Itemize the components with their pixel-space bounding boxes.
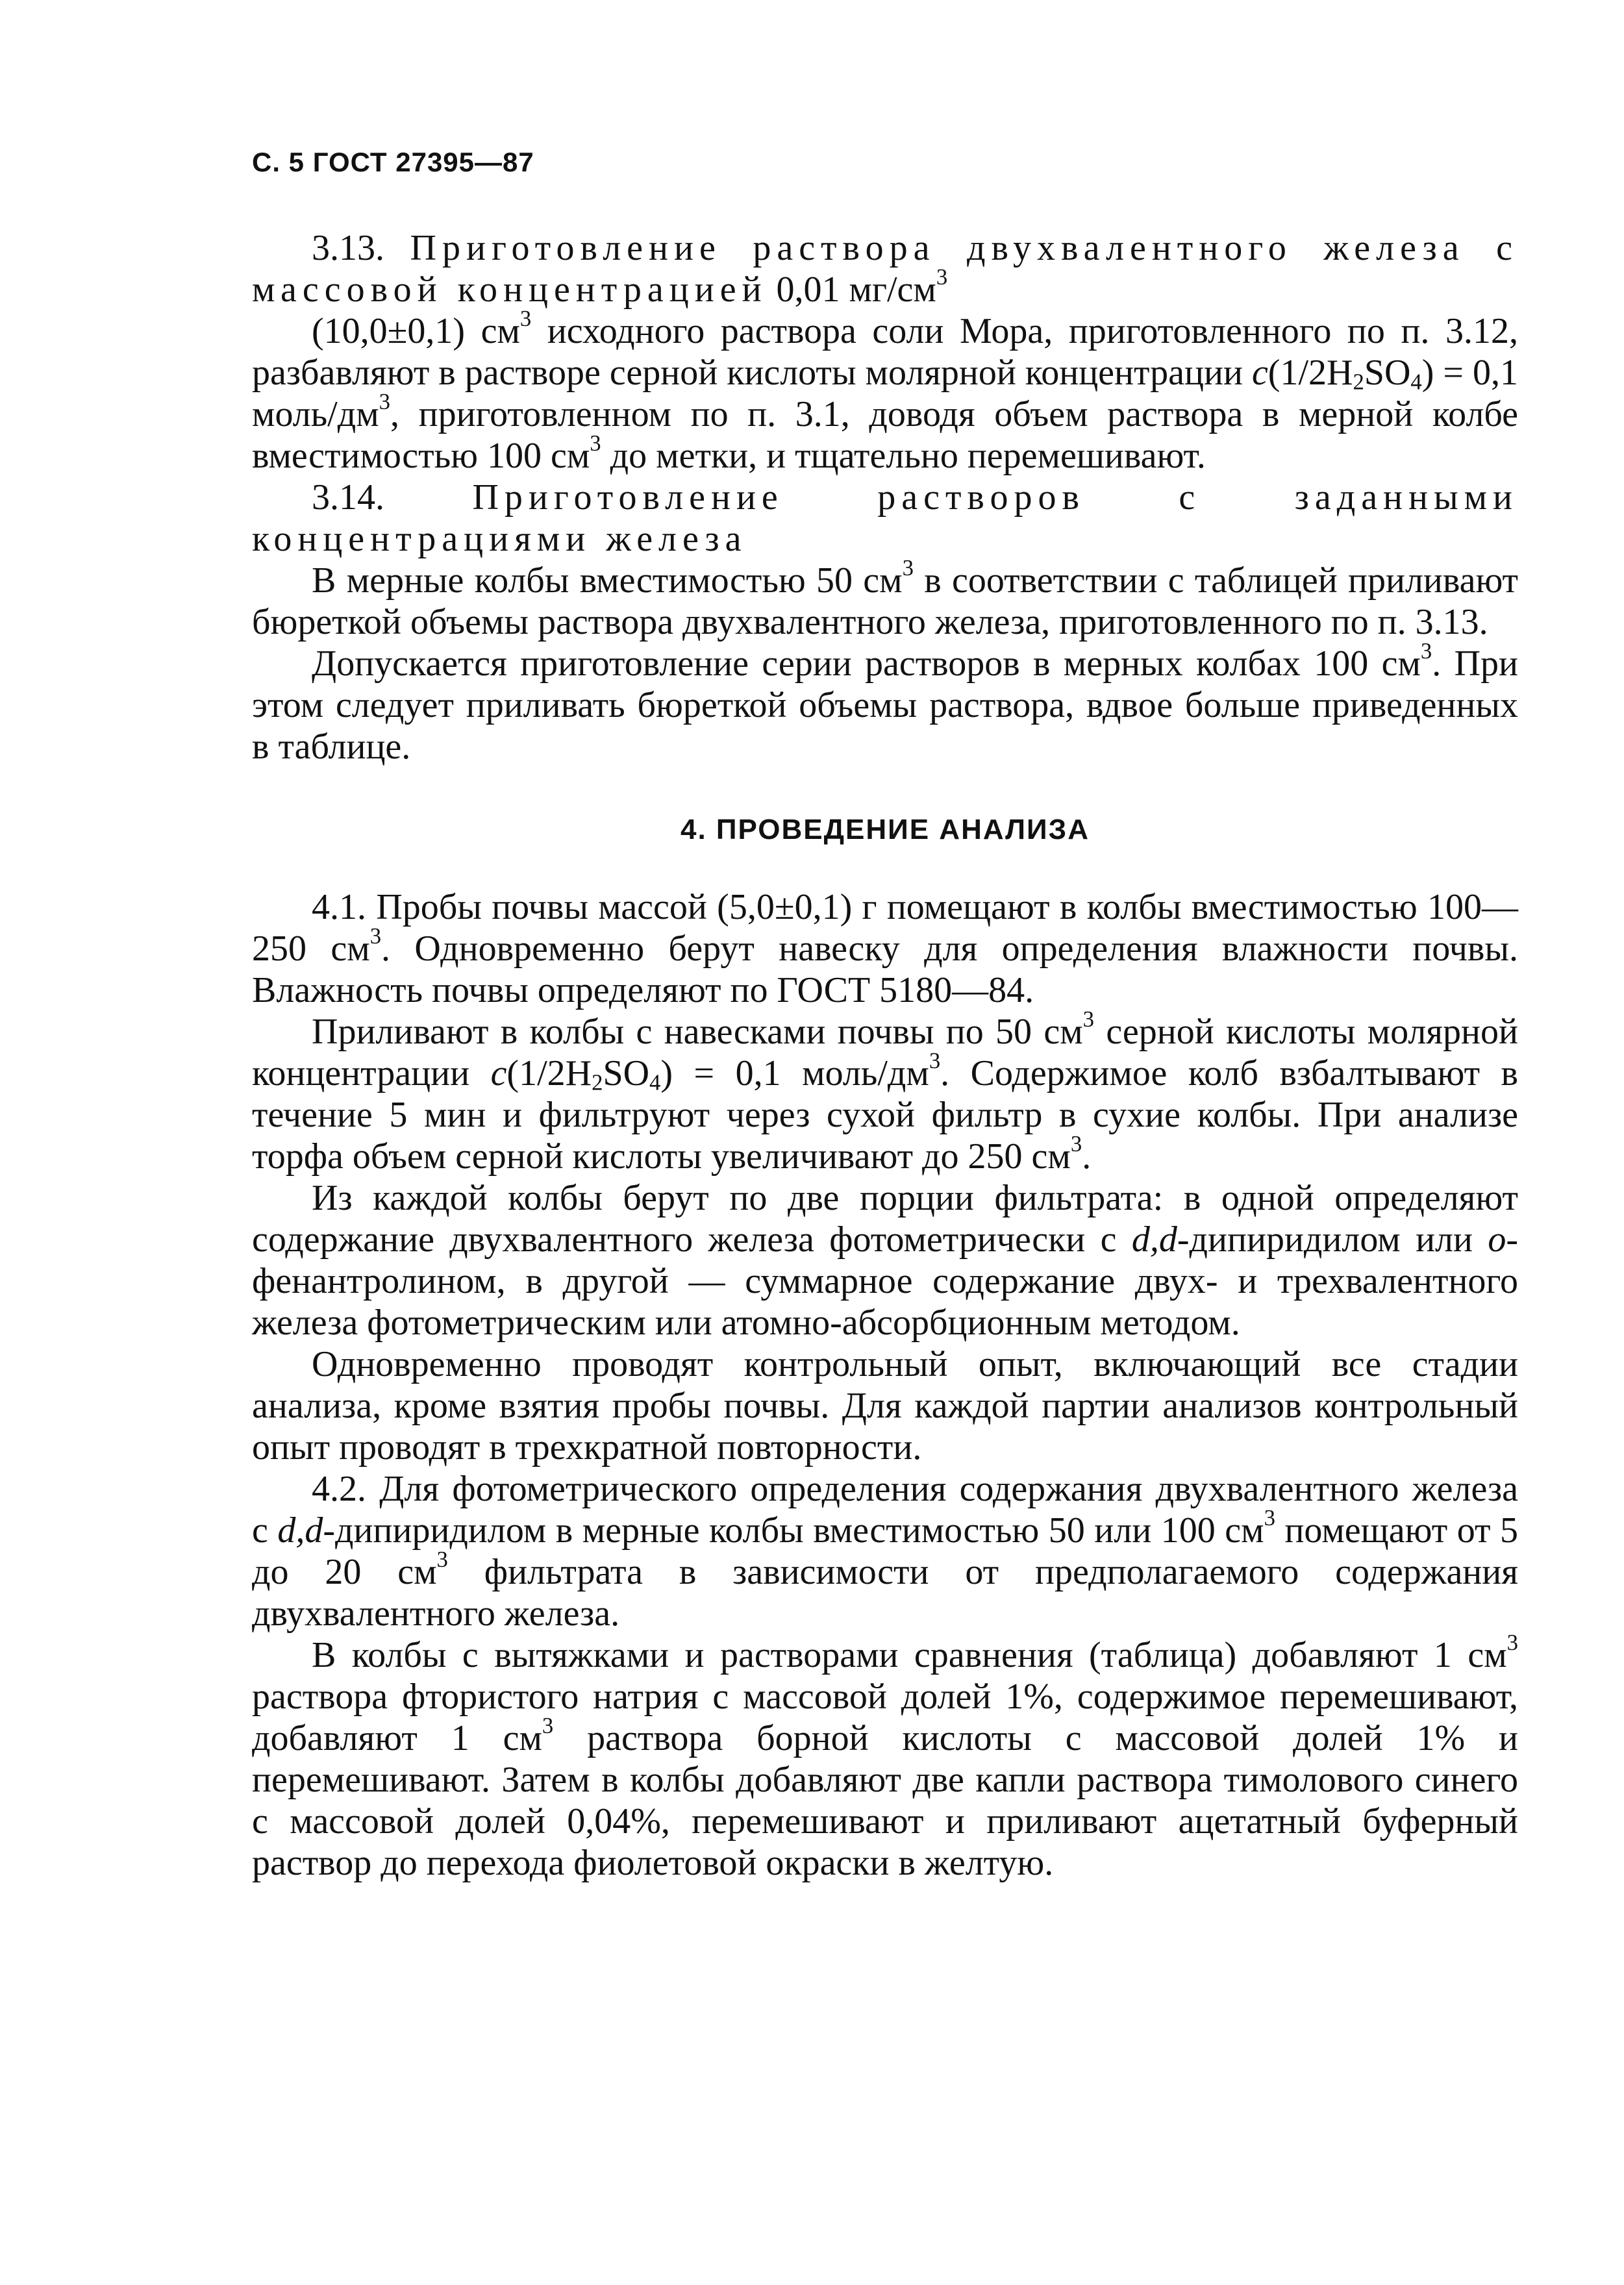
text-run: в соответствии с таблицей приливают бюреткой объемы раствора двухвалентного железа, приготовленного по п. 3.13. xyxy=(252,560,1519,642)
text-run: фильтрата в зависимости от предполагаемого содержания двухвалентного железа. xyxy=(252,1552,1518,1634)
subscript: 4 xyxy=(649,1069,661,1095)
clause-number: 3.13. xyxy=(312,228,384,268)
text-run: помещают от 5 до 20 см xyxy=(252,1510,1519,1592)
text-run: . xyxy=(1082,1136,1092,1177)
text-run: раствора фтористого натрия с массовой долей 1%, содержимое перемешивают, добавляют 1 см xyxy=(252,1677,1518,1758)
paragraph-4-2-a xyxy=(252,1468,1518,1634)
italic-symbol: d,d xyxy=(277,1510,323,1551)
superscript: 3 xyxy=(542,1712,554,1738)
clause-title: Приготовление раствора двухвалентного железа с массовой концентрацией xyxy=(252,228,1518,310)
superscript: 3 xyxy=(1506,1629,1518,1655)
italic-symbol: о xyxy=(1488,1219,1506,1260)
text-run: -фенантролином, в другой — суммарное содержание двух- и трехвалентного железа фотометрическим или атомно-абсорбционным методом. xyxy=(252,1219,1518,1343)
text-run: исходного раствора соли Мора, приготовленного по п. 3.12, разбавляют в растворе серной кислоты молярной концентрации xyxy=(252,311,1518,393)
paragraph-3-14-a xyxy=(252,555,1519,643)
paragraph-4-1-d: Одновременно проводят контрольный опыт, включающий все стадии анализа, кроме взятия пробы почвы. Для каждой партии анализов контрольный опыт проводят в трехкратной повторности. xyxy=(252,1344,1518,1467)
superscript: 3 xyxy=(519,305,532,331)
superscript: 3 xyxy=(436,1546,448,1572)
text-run: SO xyxy=(603,1053,650,1093)
text-run: (10,0±0,1) см xyxy=(312,311,520,351)
clause-number: 3.14. xyxy=(312,477,384,518)
subscript: 4 xyxy=(1410,369,1422,395)
paragraph-4-1-b xyxy=(252,1006,1518,1177)
clause-title-value: 0,01 мг/см xyxy=(776,269,936,310)
superscript: 3 xyxy=(902,555,914,581)
text-run: 4.2. Для фотометрического определения содержания двухвалентного железа с xyxy=(252,1469,1518,1551)
text-run: (1/2H xyxy=(506,1053,592,1093)
text-run: -дипиридилом или xyxy=(1177,1219,1488,1260)
paragraph-4-1-a xyxy=(252,886,1518,1011)
superscript: 3 xyxy=(1082,1006,1095,1032)
paragraph-3-13-body xyxy=(252,305,1519,477)
italic-symbol: d,d xyxy=(1131,1219,1177,1260)
text-run: (1/2H xyxy=(1268,353,1353,393)
text-run: -дипиридилом в мерные колбы вместимостью 50 или 100 см xyxy=(323,1510,1264,1551)
text-run: ) = 0,1 моль/дм xyxy=(252,353,1519,434)
text-run: . Содержимое колб взбалтывают в течение 5 мин и фильтруют через сухой фильтр в сухие колбы. При анализе торфа объем серной кислоты увеличивают до 250 см xyxy=(252,1053,1518,1177)
text-run: . При этом следует приливать бюреткой объемы раствора, вдвое больше приведенных в таблице. xyxy=(252,643,1518,767)
text-run: раствора борной кислоты с массовой долей 1% и перемешивают. Затем в колбы добавляют две капли раствора тимолового синего с массовой долей 0,04%, перемешивают и приливают ацетатный буферный раствор до перехода фиолетовой окраски в желтую. xyxy=(252,1718,1519,1883)
document-body xyxy=(252,227,1518,1884)
text-run: SO xyxy=(1364,353,1411,393)
superscript: 3 xyxy=(379,388,391,414)
italic-symbol: с xyxy=(1251,353,1268,393)
paragraph-3-13-heading xyxy=(252,227,1518,310)
superscript: 3 xyxy=(1070,1130,1082,1156)
text-run: ) = 0,1 моль/дм xyxy=(660,1053,929,1093)
superscript: 3 xyxy=(1264,1505,1275,1530)
text-run: . Одновременно берут навеску для определения влажности почвы. Влажность почвы определяют по ГОСТ 5180—84. xyxy=(252,929,1518,1010)
text-run: Приливают в колбы с навесками почвы по 50 см xyxy=(312,1012,1083,1052)
italic-symbol: с xyxy=(490,1053,507,1093)
section-title: 4. ПРОВЕДЕНИЕ АНАЛИЗА xyxy=(680,814,1090,845)
text-run: , приготовленном по п. 3.1, доводя объем раствора в мерной колбе вместимостью 100 см xyxy=(252,394,1518,476)
superscript: 3 xyxy=(929,1047,941,1073)
text-run: 4.1. Пробы почвы массой (5,0±0,1) г помещают в колбы вместимостью 100—250 см xyxy=(252,887,1518,969)
superscript: 3 xyxy=(590,430,601,456)
superscript: 3 xyxy=(1420,638,1432,664)
paragraph-3-14-b xyxy=(252,638,1518,768)
paragraph-4-2-b xyxy=(252,1629,1519,1884)
text-run: Из каждой колбы берут по две порции фильтрата: в одной определяют содержание двухвалентного железа фотометрически с xyxy=(252,1178,1518,1260)
paragraph-3-14-heading xyxy=(252,477,1518,560)
superscript: 3 xyxy=(936,264,948,290)
text-run: В мерные колбы вместимостью 50 см xyxy=(312,560,903,601)
paragraph-4-1-c xyxy=(252,1177,1518,1343)
page-header: С. 5 ГОСТ 27395—87 xyxy=(252,147,534,177)
clause-title: Приготовление растворов с заданными концентрациями железа xyxy=(252,477,1519,559)
text-run: серной кислоты молярной концентрации xyxy=(252,1012,1518,1093)
text-run: Допускается приготовление серии растворов в мерных колбах 100 см xyxy=(312,643,1421,684)
subscript: 2 xyxy=(1353,369,1364,395)
superscript: 3 xyxy=(369,923,382,949)
subscript: 2 xyxy=(592,1069,603,1095)
text-run: до метки, и тщательно перемешивают. xyxy=(601,436,1206,476)
text-run: В колбы с вытяжками и растворами сравнения (таблица) добавляют 1 см xyxy=(312,1635,1507,1675)
